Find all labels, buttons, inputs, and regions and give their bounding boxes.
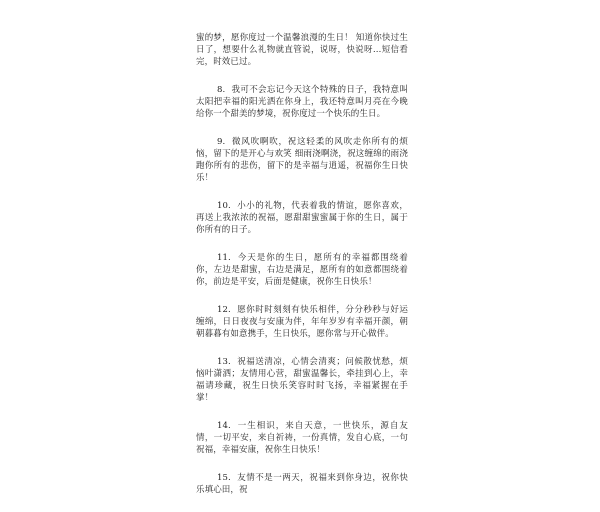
- paragraph-15: [196, 472, 408, 496]
- paragraph-11: [196, 252, 408, 288]
- paragraph-text: 祝福送清凉，心情会清爽；问候散忧愁，烦恼叶潇洒；友情用心营，甜蜜温馨长，牵挂到心上，幸福请珍藏，祝生日快乐笑容时时飞扬，幸福紧握在手掌！: [196, 357, 408, 403]
- paragraph-number: 10.: [217, 201, 231, 211]
- intro-text: 蜜的梦，愿你度过一个温馨浪漫的生日！ 知道你快过生日了，想要什么礼物就直管说，说呀，快说呀…短信看完，时效已过。: [196, 33, 408, 67]
- paragraph-12: [196, 304, 408, 340]
- paragraph-number: 9.: [217, 137, 226, 147]
- paragraph-text: 一生相识，来自天意，一世快乐，源自友情，一切平安，来自祈祷，一份真情，发自心底，一句祝福，幸福安康，祝你生日快乐！: [196, 421, 408, 455]
- paragraph-10: [196, 200, 408, 236]
- paragraph-text: 友情不是一两天，祝福来到你身边，祝你快乐填心田，祝: [196, 473, 408, 495]
- paragraph-number: 11.: [217, 253, 231, 263]
- paragraph-14: [196, 420, 408, 456]
- paragraph-13: [196, 356, 408, 404]
- paragraph-text: 今天是你的生日，愿所有的幸福都围绕着你，左边是甜蜜，右边是满足，愿所有的如意都围绕着你，前边是平安，后面是健康，祝你生日快乐！: [196, 253, 408, 287]
- paragraph-text: 愿你时时刻刻有快乐相伴，分分秒秒与好运缠绵，日日夜夜与安康为伴，年年岁岁有幸福开颜，朝朝暮暮有如意携手，生日快乐，愿你常与开心做伴。: [196, 305, 408, 339]
- paragraph-text: 微风吹啊吹，祝这轻柔的风吹走你所有的烦恼，留下的是开心与欢笑 细雨浇啊浇，祝这缠绵的雨浇跑你所有的悲伤，留下的是幸福与逍遥，祝福你生日快乐！: [196, 137, 408, 183]
- paragraph-text: 我可不会忘记今天这个特殊的日子，我特意叫太阳把幸福的阳光洒在你身上，我还特意叫月亮在今晚给你一个甜美的梦境，祝你度过一个快乐的生日。: [196, 85, 408, 119]
- paragraph-number: 15.: [217, 473, 231, 483]
- intro-paragraph: [196, 32, 408, 68]
- paragraph-9: [196, 136, 408, 184]
- paragraph-text: 小小的礼物，代表着我的情谊，愿你喜欢，再送上我浓浓的祝福，愿甜甜蜜蜜属于你的生日，属于你所有的日子。: [196, 201, 408, 235]
- paragraph-number: 13.: [217, 357, 231, 367]
- paragraph-number: 14.: [217, 421, 231, 431]
- document-body: [196, 32, 408, 512]
- paragraph-number: 8.: [217, 85, 226, 95]
- paragraph-8: [196, 84, 408, 120]
- paragraph-number: 12.: [217, 305, 231, 315]
